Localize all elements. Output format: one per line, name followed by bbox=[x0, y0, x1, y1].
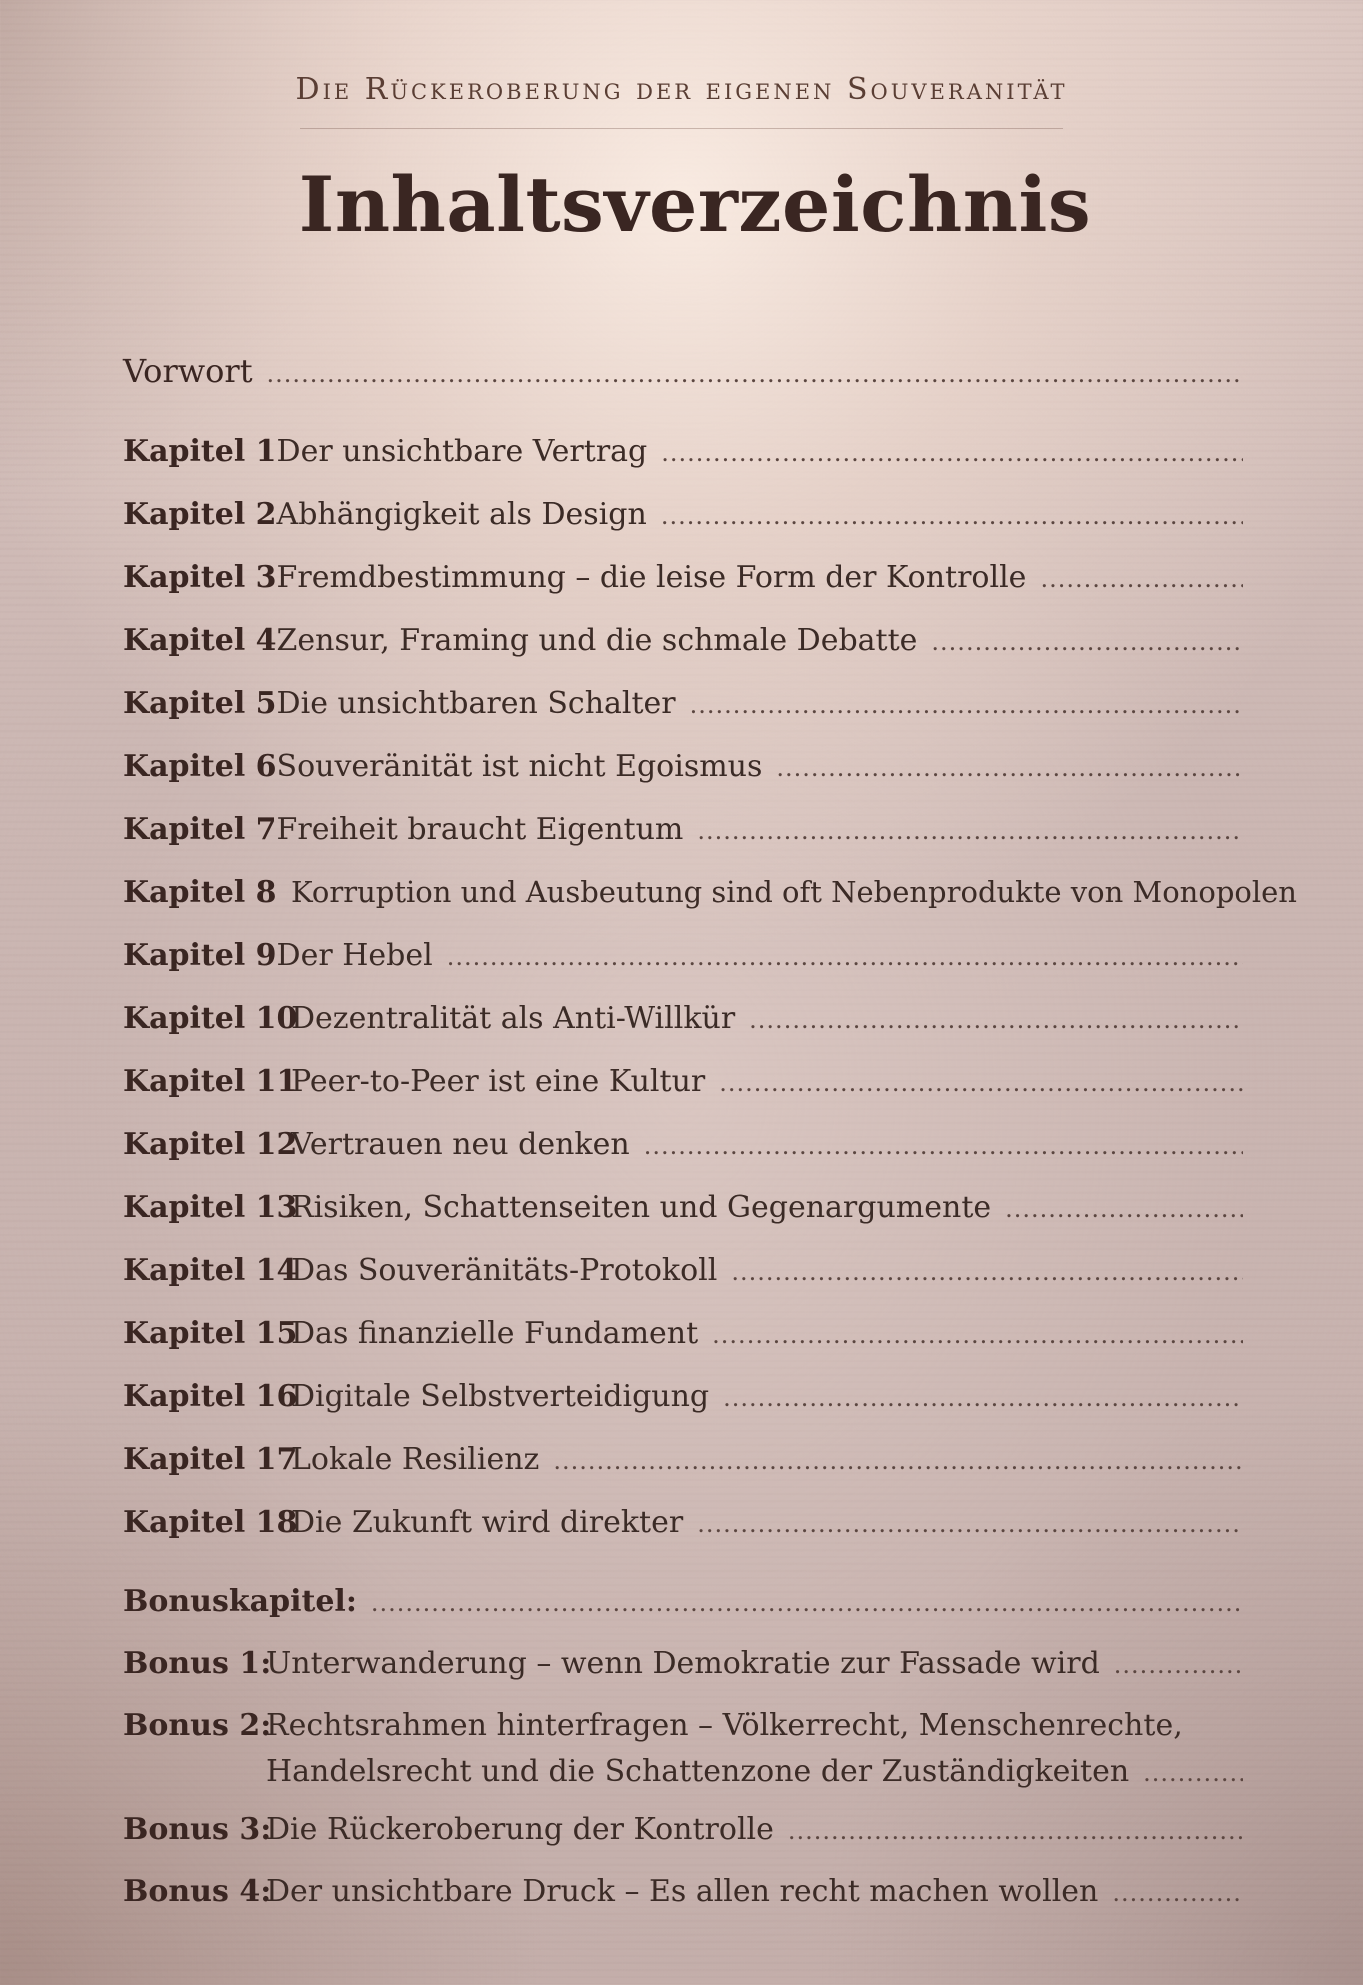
toc-title: Korruption und Ausbeutung sind oft Nebenprodukte von Monopolen bbox=[291, 875, 1297, 909]
toc-label: Kapitel 16 bbox=[123, 1379, 298, 1414]
toc-title: Rechtsrahmen hinterfragen – Völkerrecht, Menschenrechte, bbox=[266, 1708, 1183, 1743]
dot-leader bbox=[788, 1817, 1243, 1845]
toc-title: Dezentralität als Anti-Willkür bbox=[291, 1001, 736, 1036]
toc-label: Kapitel 13 bbox=[123, 1190, 298, 1225]
toc-title: Der unsichtbare Druck – Es allen recht machen wollen bbox=[266, 1874, 1099, 1909]
toc-title: Souveränität ist nicht Egoismus bbox=[276, 749, 763, 784]
toc-entry-chapter-15 bbox=[123, 1316, 1243, 1362]
bonus-heading: Bonuskapitel: bbox=[123, 1584, 357, 1619]
toc-label: Kapitel 1 bbox=[123, 434, 277, 469]
toc-title: Die Rückeroberung der Kontrolle bbox=[266, 1812, 774, 1847]
toc-entry-chapter-14 bbox=[123, 1253, 1243, 1299]
toc-entry-chapter-10 bbox=[123, 1001, 1243, 1047]
toc-label: Kapitel 11 bbox=[123, 1064, 298, 1099]
dot-leader bbox=[644, 1132, 1243, 1160]
dot-leader bbox=[712, 1321, 1243, 1349]
toc-title: Das finanzielle Fundament bbox=[291, 1316, 699, 1351]
toc-entry-chapter-13 bbox=[123, 1190, 1243, 1236]
toc-label: Vorwort bbox=[123, 352, 253, 390]
toc-label: Kapitel 14 bbox=[123, 1253, 298, 1288]
toc-title: Lokale Resilienz bbox=[291, 1442, 540, 1477]
toc-label: Kapitel 5 bbox=[123, 686, 277, 721]
dot-leader bbox=[719, 1069, 1243, 1097]
toc-entry-bonus-4 bbox=[123, 1874, 1243, 1920]
dot-leader bbox=[776, 754, 1243, 782]
toc-title: Abhängigkeit als Design bbox=[276, 497, 647, 532]
dot-leader bbox=[697, 817, 1243, 845]
dot-leader bbox=[447, 943, 1243, 971]
toc-entry-bonus-1 bbox=[123, 1646, 1243, 1692]
dot-leader bbox=[553, 1447, 1243, 1475]
dot-leader bbox=[1114, 1651, 1243, 1679]
toc-title: Der Hebel bbox=[276, 938, 433, 973]
toc-entry-vorwort bbox=[123, 352, 1243, 398]
toc-title: Das Souveränitäts-Protokoll bbox=[291, 1253, 718, 1288]
toc-title: Peer-to-Peer ist eine Kultur bbox=[291, 1064, 706, 1099]
toc-entry-bonus-heading bbox=[123, 1584, 1243, 1630]
toc-title: Risiken, Schattenseiten und Gegenargumente bbox=[291, 1190, 992, 1225]
toc-entry-chapter-2 bbox=[123, 497, 1243, 543]
dot-leader bbox=[723, 1384, 1243, 1412]
toc-label: Kapitel 17 bbox=[123, 1442, 298, 1477]
toc-title: Der unsichtbare Vertrag bbox=[276, 434, 648, 469]
toc-title: Zensur, Framing und die schmale Debatte bbox=[276, 623, 918, 658]
toc-label: Kapitel 3 bbox=[123, 560, 277, 595]
toc-entry-chapter-11 bbox=[123, 1064, 1243, 1110]
toc-label: Kapitel 12 bbox=[123, 1127, 298, 1162]
dot-leader bbox=[267, 360, 1243, 388]
toc-label: Kapitel 6 bbox=[123, 749, 277, 784]
toc-label: Kapitel 15 bbox=[123, 1316, 298, 1351]
toc-entry-chapter-9 bbox=[123, 938, 1243, 984]
toc-label: Bonus 1: bbox=[123, 1646, 272, 1681]
toc-label: Kapitel 10 bbox=[123, 1001, 298, 1036]
toc-label: Bonus 2: bbox=[123, 1708, 272, 1743]
toc-entry-chapter-4 bbox=[123, 623, 1243, 669]
toc-entry-chapter-8 bbox=[123, 875, 1353, 921]
toc-label: Kapitel 8 bbox=[123, 875, 277, 910]
toc-entry-chapter-12 bbox=[123, 1127, 1243, 1173]
dot-leader bbox=[931, 628, 1243, 656]
toc-entry-chapter-7 bbox=[123, 812, 1243, 858]
toc-entry-chapter-3 bbox=[123, 560, 1243, 606]
dot-leader bbox=[371, 1589, 1243, 1617]
toc-title: Vertrauen neu denken bbox=[291, 1127, 630, 1162]
toc-title: Unterwanderung – wenn Demokratie zur Fassade wird bbox=[266, 1646, 1100, 1681]
dot-leader bbox=[661, 439, 1243, 467]
toc-label: Bonus 4: bbox=[123, 1874, 272, 1909]
dot-leader bbox=[1112, 1879, 1243, 1907]
toc-label: Kapitel 18 bbox=[123, 1505, 298, 1540]
toc-entry-chapter-18 bbox=[123, 1505, 1243, 1551]
toc-title-continued: Handelsrecht und die Schattenzone der Zuständigkeiten bbox=[266, 1754, 1130, 1789]
toc-label: Kapitel 4 bbox=[123, 623, 277, 658]
dot-leader bbox=[749, 1006, 1243, 1034]
dot-leader bbox=[1040, 565, 1243, 593]
toc-label: Kapitel 7 bbox=[123, 812, 277, 847]
dot-leader bbox=[661, 502, 1243, 530]
toc-label: Kapitel 9 bbox=[123, 938, 277, 973]
toc-label: Kapitel 2 bbox=[123, 497, 277, 532]
toc-entry-bonus-2 bbox=[123, 1708, 1243, 1800]
toc-entry-chapter-17 bbox=[123, 1442, 1243, 1488]
toc-title: Freiheit braucht Eigentum bbox=[276, 812, 684, 847]
dot-leader bbox=[731, 1258, 1243, 1286]
toc-entry-chapter-16 bbox=[123, 1379, 1243, 1425]
toc-entry-chapter-5 bbox=[123, 686, 1243, 732]
toc-title: Die unsichtbaren Schalter bbox=[276, 686, 676, 721]
dot-leader bbox=[1005, 1195, 1243, 1223]
toc-label: Bonus 3: bbox=[123, 1812, 272, 1847]
toc-entry-chapter-1 bbox=[123, 434, 1243, 480]
dot-leader bbox=[697, 1510, 1243, 1538]
dot-leader bbox=[690, 691, 1243, 719]
toc-entry-chapter-6 bbox=[123, 749, 1243, 795]
page-title: Inhaltsverzeichnis bbox=[298, 160, 1092, 249]
toc-title: Fremdbestimmung – die leise Form der Kontrolle bbox=[276, 560, 1027, 595]
toc-title: Digitale Selbstverteidigung bbox=[291, 1379, 710, 1414]
running-head: Die Rückeroberung der eigenen Souveranität bbox=[295, 72, 1068, 107]
toc-title: Die Zukunft wird direkter bbox=[291, 1505, 684, 1540]
dot-leader bbox=[1143, 1759, 1243, 1787]
toc-entry-bonus-3 bbox=[123, 1812, 1243, 1858]
header-divider bbox=[300, 128, 1063, 129]
